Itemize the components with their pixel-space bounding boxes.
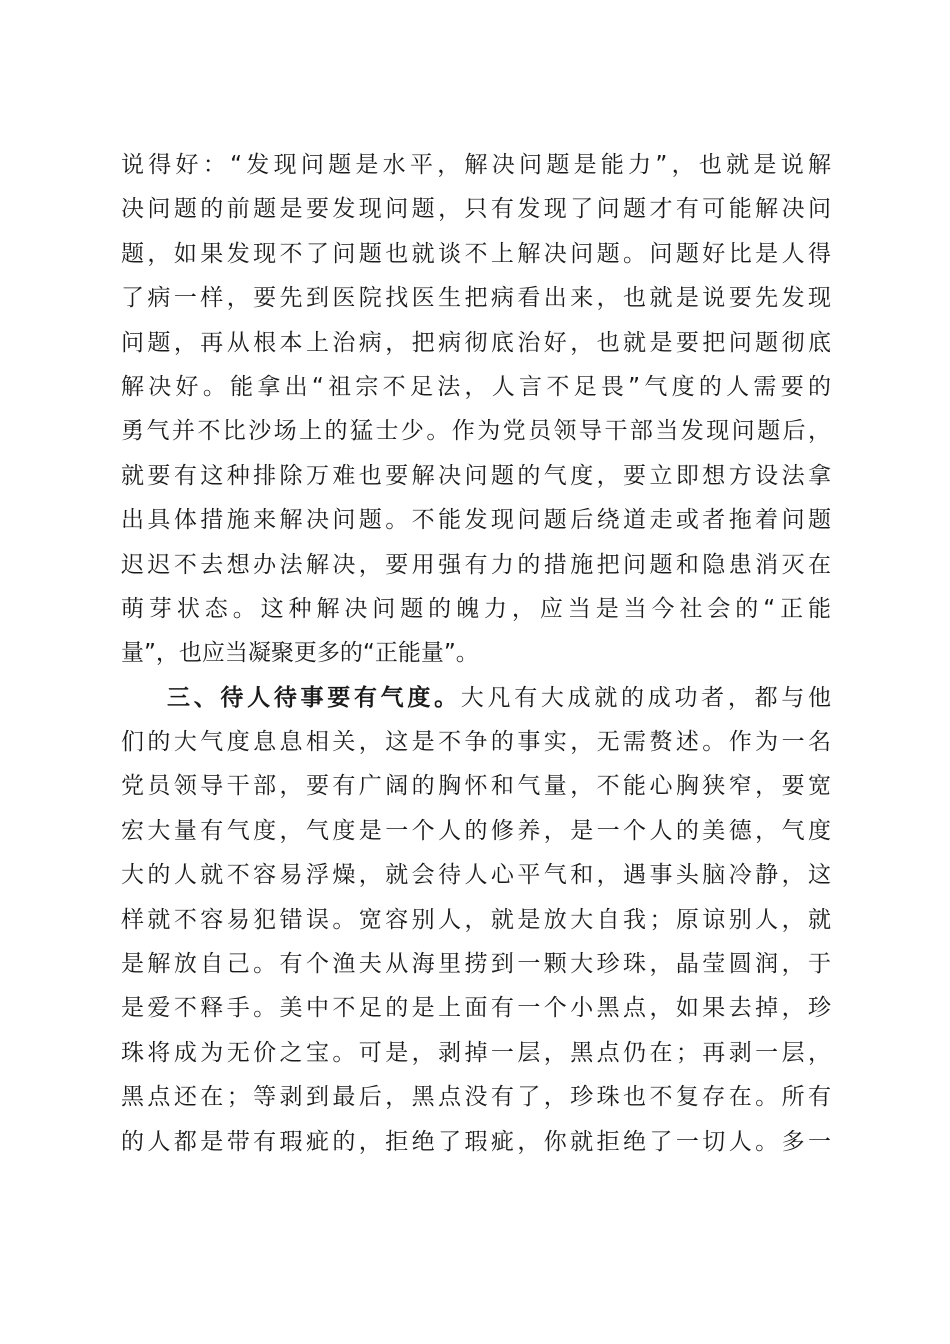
- paragraph-1: [121, 143, 831, 676]
- paragraph-line: 就要有这种排除万难也要解决问题的气度，要立即想方设法拿: [121, 462, 831, 489]
- paragraph-first-line: [121, 676, 831, 720]
- paragraph-line: 大的人就不容易浮燥，就会待人心平气和，遇事头脑冷静，这: [121, 862, 831, 889]
- paragraph-line: 们的大气度息息相关，这是不争的事实，无需赘述。作为一名: [121, 729, 831, 756]
- paragraph-line: 说得好：“发现问题是水平，解决问题是能力”，也就是说解: [121, 152, 831, 178]
- paragraph-line: 解决好。能拿出“祖宗不足法，人言不足畏”气度的人需要的: [121, 373, 831, 400]
- paragraph-line: 珠将成为无价之宝。可是，剥掉一层，黑点仍在；再剥一层，: [121, 1039, 831, 1066]
- paragraph-line: 问题，再从根本上治病，把病彻底治好，也就是要把问题彻底: [121, 329, 831, 356]
- paragraph-line: 了病一样，要先到医院找医生把病看出来，也就是说要先发现: [121, 285, 831, 312]
- paragraph-line: 是解放自己。有个渔夫从海里捞到一颗大珍珠，晶莹圆润，于: [121, 951, 831, 978]
- heading-line-rest: 大凡有大成就的成功者，都与他: [460, 684, 832, 711]
- paragraph-line: 是爱不释手。美中不足的是上面有一个小黑点，如果去掉，珍: [121, 995, 831, 1022]
- paragraph-line: 勇气并不比沙场上的猛士少。作为党员领导干部当发现问题后，: [121, 418, 831, 445]
- paragraph-line: 题，如果发现不了问题也就谈不上解决问题。问题好比是人得: [121, 240, 831, 267]
- paragraph-line: 黑点还在；等剥到最后，黑点没有了，珍珠也不复存在。所有: [121, 1084, 831, 1111]
- paragraph-line: 出具体措施来解决问题。不能发现问题后绕道走或者拖着问题: [121, 507, 831, 534]
- paragraph-line: 党员领导干部，要有广阔的胸怀和气量，不能心胸狭窄，要宽: [121, 773, 831, 800]
- paragraph-line: 迟迟不去想办法解决，要用强有力的措施把问题和隐患消灭在: [121, 551, 831, 578]
- section-heading: 三、待人待事要有气度。: [167, 684, 461, 711]
- paragraph-line: 萌芽状态。这种解决问题的魄力，应当是当今社会的“正能: [121, 595, 831, 622]
- paragraph-line: 量”，也应当凝聚更多的“正能量”。: [121, 640, 479, 667]
- paragraph-line: 决问题的前题是要发现问题，只有发现了问题才有可能解决问: [121, 196, 831, 223]
- paragraph-line: 的人都是带有瑕疵的，拒绝了瑕疵，你就拒绝了一切人。多一: [121, 1128, 831, 1155]
- paragraph-line: 样就不容易犯错误。宽容别人，就是放大自我；原谅别人，就: [121, 906, 831, 933]
- body-text: [121, 143, 831, 1164]
- paragraph-line: 宏大量有气度，气度是一个人的修养，是一个人的美德，气度: [121, 817, 831, 844]
- paragraph-2: [121, 676, 831, 1164]
